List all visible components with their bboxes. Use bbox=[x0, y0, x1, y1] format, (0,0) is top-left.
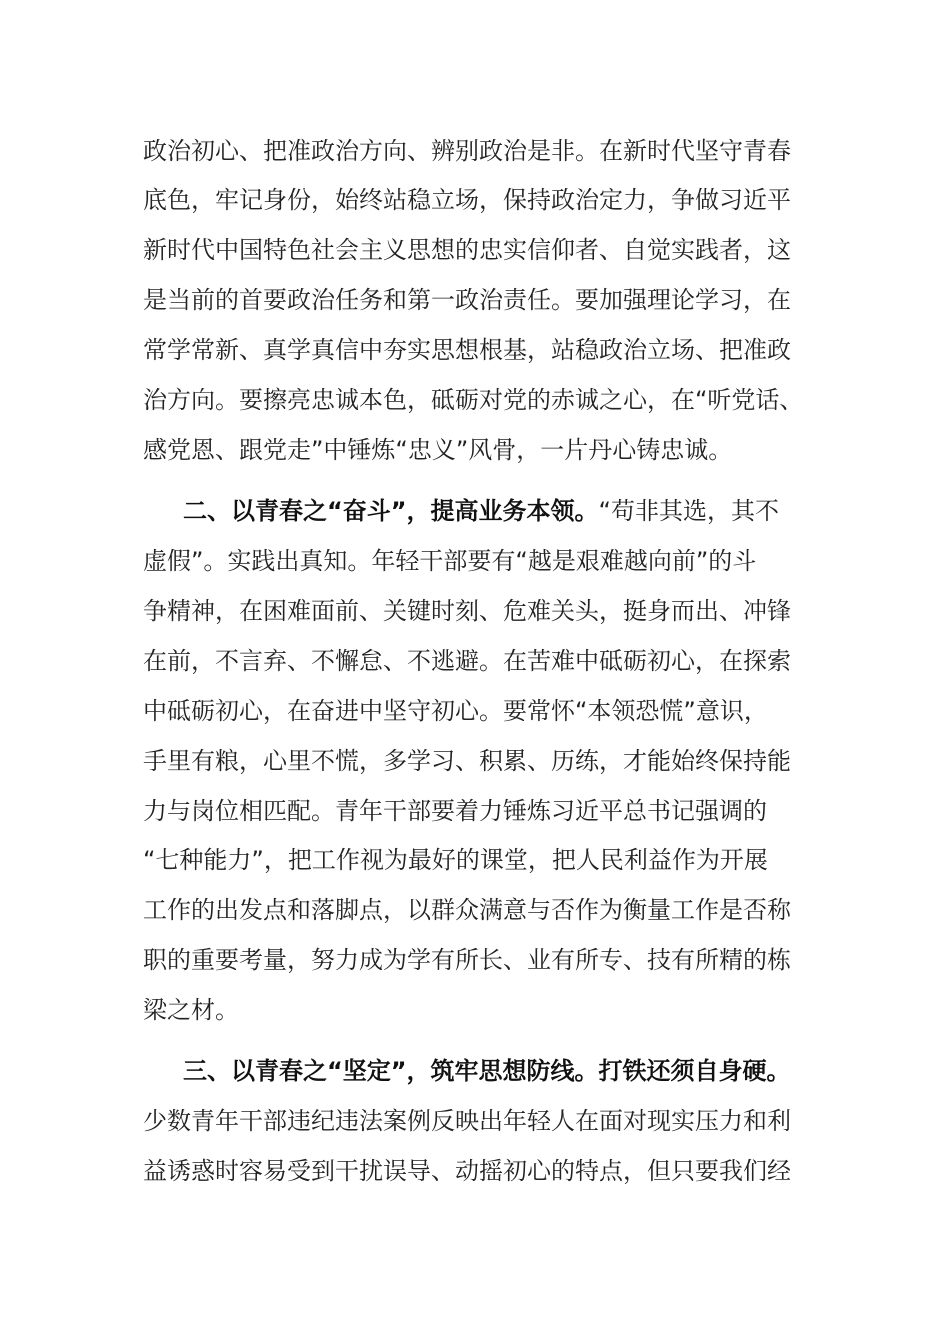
section-heading-2: 二、以青春之“奋斗”，提高业务本领。 bbox=[183, 497, 599, 525]
paragraph-1-line-4: 是当前的首要政治任务和第一政治责任。要加强理论学习，在 bbox=[143, 286, 791, 314]
paragraph-1-line-5: 常学常新、真学真信中夯实思想根基，站稳政治立场、把准政 bbox=[143, 336, 791, 364]
paragraph-2-first-line bbox=[183, 491, 779, 531]
paragraph-1-line-6: 治方向。要擦亮忠诚本色，砥砺对党的赤诚之心，在“听党话、 bbox=[143, 386, 804, 414]
paragraph-2-line-11: 梁之材。 bbox=[143, 996, 239, 1024]
paragraph-2-first-line-text: “苟非其选，其不 bbox=[598, 497, 779, 525]
paragraph-2-line-3: 争精神，在困难面前、关键时刻、危难关头，挺身而出、冲锋 bbox=[143, 597, 791, 625]
section-heading-3: 三、以青春之“坚定”，筑牢思想防线。打铁还须自身硬。 bbox=[183, 1057, 791, 1085]
paragraph-3-line-3: 益诱惑时容易受到干扰误导、动摇初心的特点，但只要我们经 bbox=[143, 1157, 791, 1185]
paragraph-2-line-10: 职的重要考量，努力成为学有所长、业有所专、技有所精的栋 bbox=[143, 946, 791, 974]
paragraph-2-line-9: 工作的出发点和落脚点，以群众满意与否作为衡量工作是否称 bbox=[143, 896, 791, 924]
paragraph-3-line-2: 少数青年干部违纪违法案例反映出年轻人在面对现实压力和利 bbox=[143, 1107, 791, 1135]
paragraph-2-line-2: 虚假”。实践出真知。年轻干部要有“越是艰难越向前”的斗 bbox=[143, 547, 757, 575]
paragraph-1-line-3: 新时代中国特色社会主义思想的忠实信仰者、自觉实践者，这 bbox=[143, 236, 791, 264]
paragraph-2-line-4: 在前，不言弃、不懈怠、不逃避。在苦难中砥砺初心，在探索 bbox=[143, 647, 791, 675]
paragraph-1-line-7: 感党恩、跟党走”中锤炼“忠义”风骨，一片丹心铸忠诚。 bbox=[143, 436, 733, 464]
paragraph-2-line-7: 力与岗位相匹配。青年干部要着力锤炼习近平总书记强调的 bbox=[143, 797, 767, 825]
paragraph-2-line-6: 手里有粮，心里不慌，多学习、积累、历练，才能始终保持能 bbox=[143, 747, 791, 775]
paragraph-2-line-5: 中砥砺初心，在奋进中坚守初心。要常怀“本领恐慌”意识， bbox=[143, 697, 768, 725]
paragraph-1-line-2: 底色，牢记身份，始终站稳立场，保持政治定力，争做习近平 bbox=[143, 186, 791, 214]
paragraph-2-line-8: “七种能力”，把工作视为最好的课堂，把人民利益作为开展 bbox=[143, 846, 768, 874]
paragraph-1-line-1: 政治初心、把准政治方向、辨别政治是非。在新时代坚守青春 bbox=[143, 137, 791, 165]
